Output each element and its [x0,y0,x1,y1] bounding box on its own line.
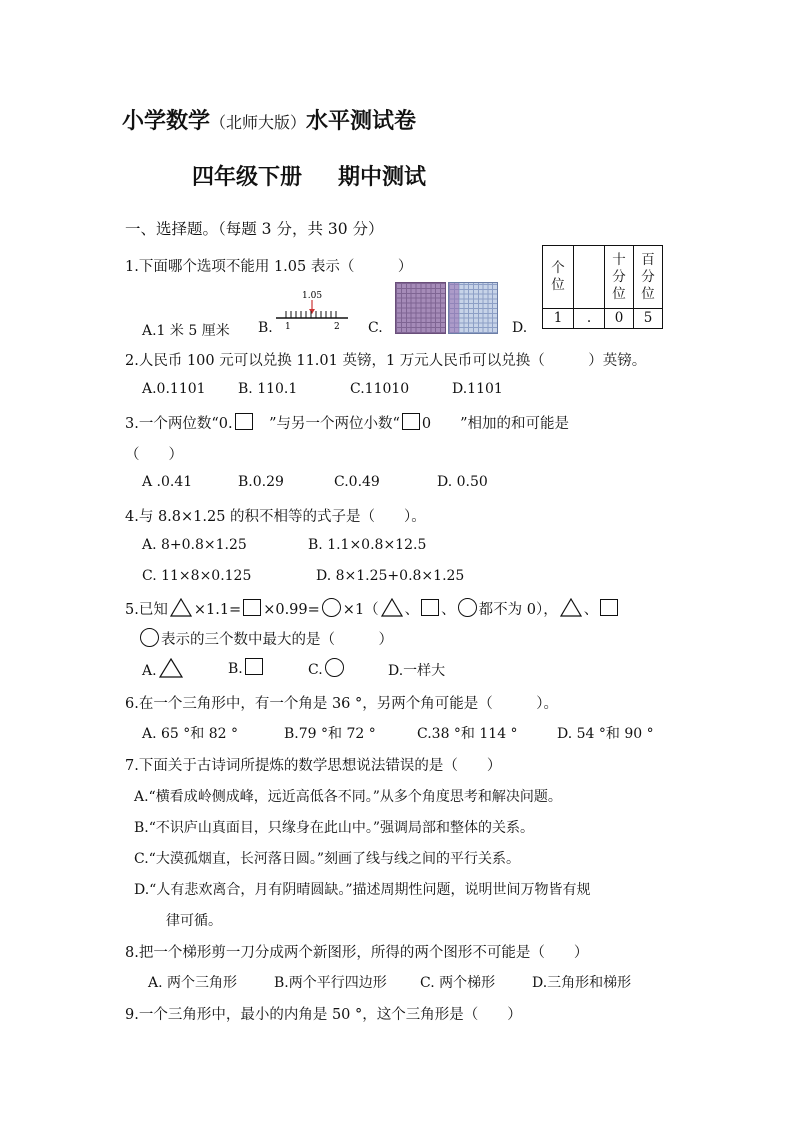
grade-label: 四年级下册 [192,165,303,190]
exam-label: 期中测试 [338,165,427,190]
question-4-option-c: C. 11×8×0.125 [142,568,252,584]
question-3-option-d: D. 0.50 [437,474,488,490]
question-5-option-b: B. [228,658,265,677]
place-value-table [542,245,663,329]
square-icon [243,599,261,616]
question-5-option-d: D.一样大 [388,663,446,679]
question-8-option-a: A. 两个三角形 [148,975,238,991]
question-8-option-b: B.两个平行四边形 [274,975,387,991]
question-2-stem: 2.人民币 100 元可以兑换 11.01 英镑，1 万元人民币可以兑换（ ）英镑。 [125,353,647,369]
question-5-option-c: C. [308,658,346,678]
question-4-option-a: A. 8+0.8×1.25 [142,537,247,553]
number-line-left-label: 1 [285,322,291,332]
question-3-answer-bracket: （ ） [125,447,183,463]
value-hundredths: 5 [634,309,663,329]
number-line-ticks [286,311,336,318]
header-hundredths: 百分位 [634,246,663,309]
question-9-stem: 9.一个三角形中，最小的内角是 50 °，这个三角形是（ ） [125,1007,522,1023]
question-4-option-b: B. 1.1×0.8×12.5 [308,537,427,553]
question-2-option-c: C.11010 [350,381,410,397]
question-6-stem: 6.在一个三角形中，有一个角是 36 °，另两个角可能是（ ）。 [125,696,559,712]
question-5-stem-cont: 表示的三个数中最大的是（ ） [138,628,393,649]
question-7-option-d: D.“人有悲欢离合，月有阴晴圆缺。”描述周期性问题，说明世间万物皆有规 [134,882,591,898]
triangle-icon [170,598,192,617]
circle-icon [322,598,341,617]
question-8-stem: 8.把一个梯形剪一刀分成两个新图形，所得的两个图形不可能是（ ） [125,945,589,961]
number-line-figure [272,286,352,332]
question-3-stem: 3.一个两位数“0. ”与另一个两位小数“ 0 ”相加的和可能是 [125,412,569,433]
circle-icon [325,658,344,677]
question-1-option-c: C. [368,320,383,336]
question-2-option-d: D.1101 [452,381,503,397]
header-point [574,246,605,309]
question-1-stem: 1.下面哪个选项不能用 1.05 表示（ ） [125,259,413,275]
question-6-option-c: C.38 °和 114 ° [417,726,518,742]
triangle-icon [381,598,403,617]
circle-icon [140,628,159,647]
question-7-option-a: A.“横看成岭侧成峰，远近高低各不同。”从多个角度思考和解决问题。 [134,789,562,805]
square-icon [245,658,263,675]
question-7-option-c: C.“大漠孤烟直，长河落日圆。”刻画了线与线之间的平行关系。 [134,851,520,867]
question-6-option-d: D. 54 °和 90 ° [557,726,654,742]
question-7-stem: 7.下面关于古诗词所提炼的数学思想说法错误的是（ ） [125,758,502,774]
triangle-icon [560,598,582,617]
question-3-option-b: B.0.29 [238,474,284,490]
question-3-option-c: C.0.49 [334,474,380,490]
number-line-right-label: 2 [334,322,340,332]
question-5-stem: 5.已知 ×1.1= ×0.99= ×1（ 、 、 都不为 0）， 、 [125,598,620,619]
question-4-stem: 4.与 8.8×1.25 的积不相等的式子是（ ）。 [125,509,426,525]
question-1-option-d: D. [512,320,528,336]
section-heading: 一、选择题。（每题 3 分，共 30 分） [125,220,384,238]
value-ones: 1 [543,309,574,329]
question-4-option-d: D. 8×1.25+0.8×1.25 [316,568,465,584]
header-ones: 个位 [543,246,574,309]
edition-note: （北师大版） [210,113,307,132]
question-8-option-c: C. 两个梯形 [420,975,496,991]
page-subtitle [192,160,426,191]
question-6-option-a: A. 65 °和 82 ° [142,726,238,742]
question-8-option-d: D.三角形和梯形 [532,975,632,991]
question-6-option-b: B.79 °和 72 ° [284,726,376,742]
page-title: 小学数学（北师大版）水平测试卷 [122,109,417,134]
question-7-option-b: B.“不识庐山真面目，只缘身在此山中。”强调局部和整体的关系。 [134,820,535,836]
question-2-option-b: B. 110.1 [238,381,298,397]
blank-box [402,413,420,430]
circle-icon [458,598,477,617]
square-icon [421,599,439,616]
number-line-label: 1.05 [302,291,323,301]
blank-box [235,413,253,430]
question-1-option-b: B. [258,320,273,336]
triangle-icon [159,658,183,678]
arrow-head-icon [309,309,315,314]
square-icon [600,599,618,616]
question-5-option-a: A. [142,658,185,679]
question-2-option-a: A.0.1101 [142,381,206,397]
value-tenths: 0 [605,309,634,329]
question-3-option-a: A .0.41 [142,474,193,490]
hundred-grid-full [395,282,446,334]
hundred-grid-partial [448,282,498,334]
question-7-option-d-cont: 律可循。 [166,913,222,929]
question-1-option-a: A.1 米 5 厘米 [142,323,230,339]
value-point: . [574,309,605,329]
header-tenths: 十分位 [605,246,634,309]
